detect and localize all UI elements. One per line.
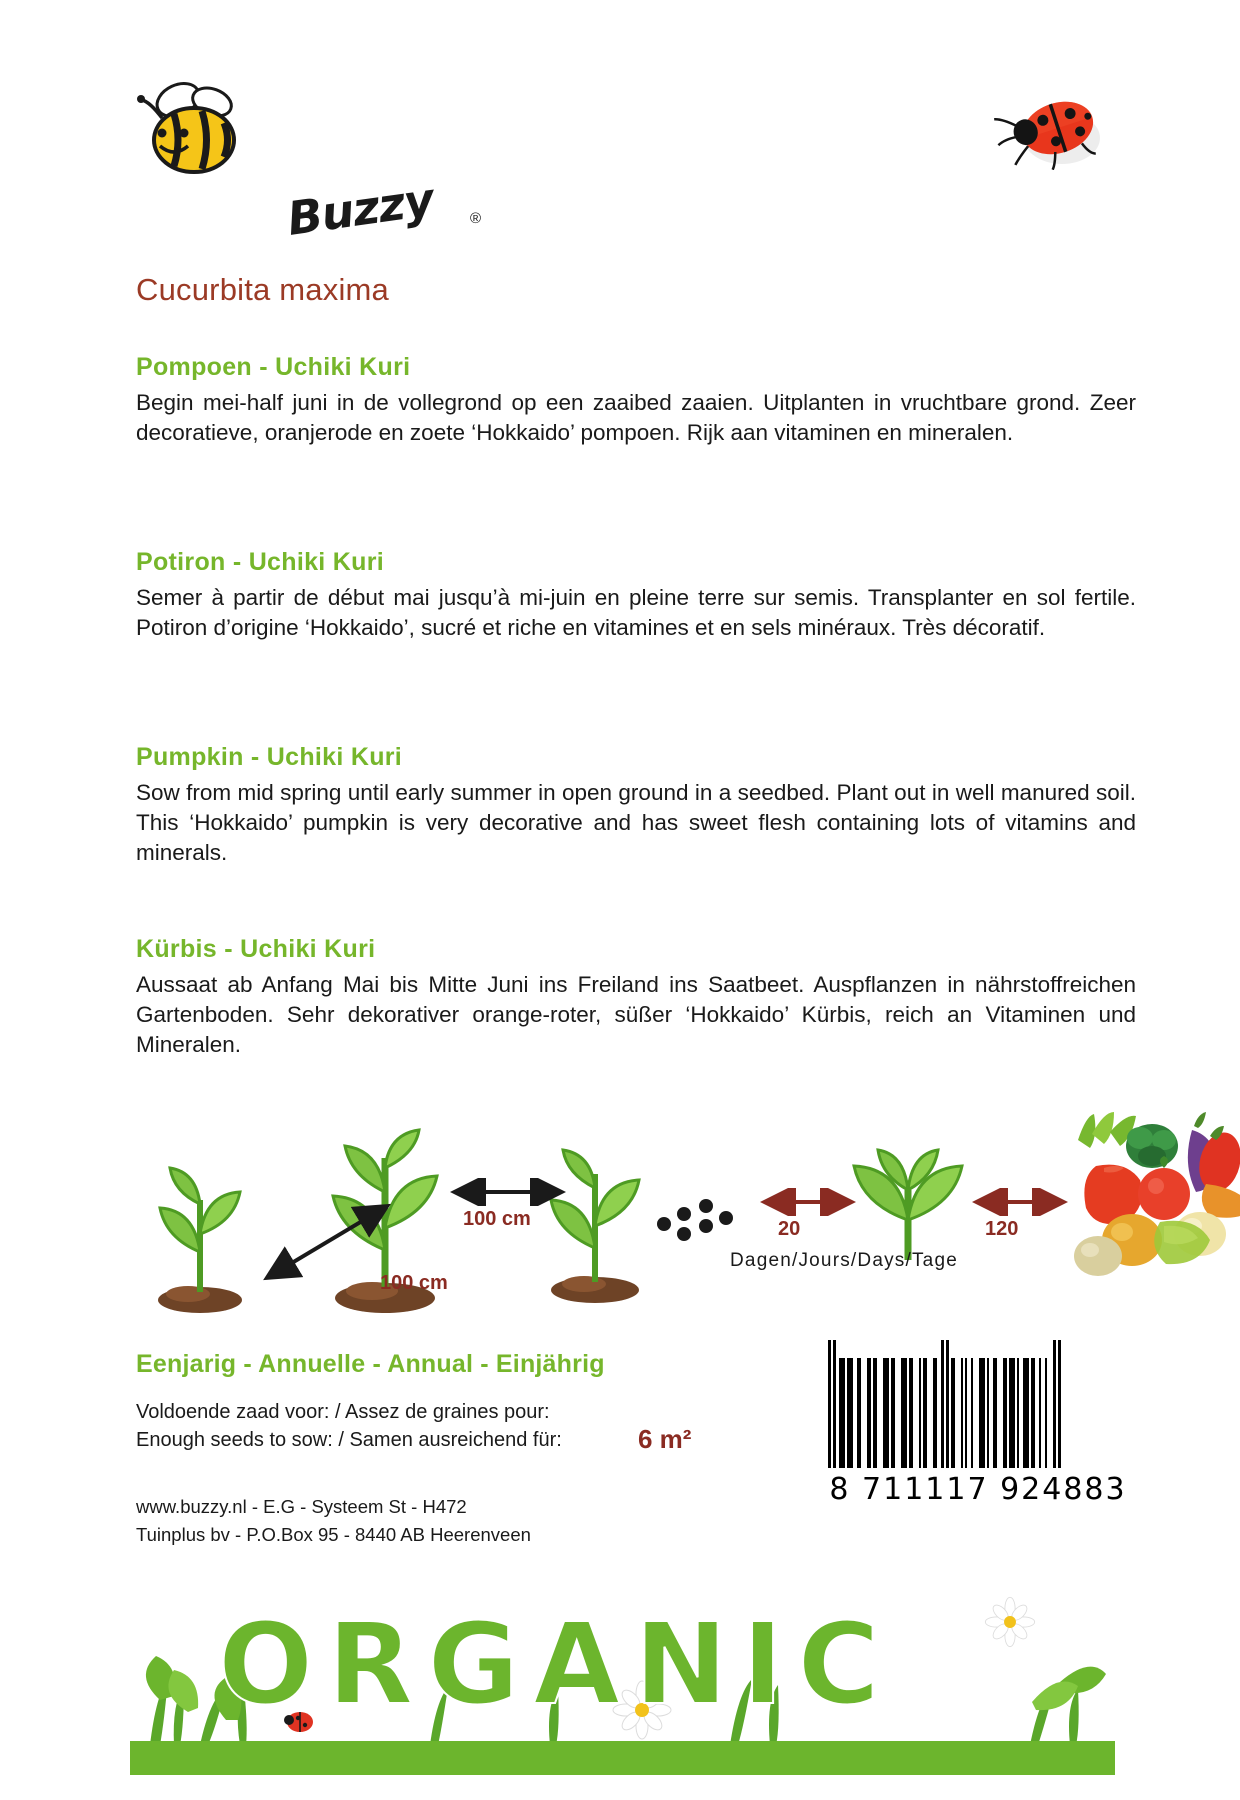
seed-quantity-info bbox=[136, 1398, 562, 1455]
plant-spacing-label: 100 cm bbox=[380, 1272, 448, 1294]
bee-icon bbox=[132, 78, 262, 188]
description-block-fr bbox=[136, 548, 1136, 643]
description-block-en bbox=[136, 743, 1136, 868]
vegetables-icon bbox=[1060, 1110, 1240, 1300]
description-title-en: Pumpkin - Uchiki Kuri bbox=[136, 743, 403, 771]
days-caption: Dagen/Jours/Days/Tage bbox=[730, 1250, 958, 1271]
description-title-nl: Pompoen - Uchiki Kuri bbox=[136, 353, 411, 381]
description-body-fr: Semer à partir de début mai jusqu’à mi-juin en pleine terre sur semis. Transplanter en sol fertile. Potiron d’origine ‘Hokkaido’, sucré et riche en vitamines et en sels minéraux. Très décoratif. bbox=[136, 585, 1136, 640]
barcode-number: 8 711117 924883 bbox=[829, 1472, 1127, 1507]
germination-days-label: 20 bbox=[778, 1218, 801, 1240]
ladybug-icon bbox=[990, 80, 1120, 170]
description-body-nl: Begin mei-half juni in de vollegrond op een zaaibed zaaien. Uitplanten in vruchtbare grond. Zeer decoratieve, oranjerode en zoete ‘Hokkaido’ pompoen. Rijk aan vitaminen en mineralen. bbox=[136, 390, 1136, 445]
seedling-icon bbox=[530, 1128, 660, 1308]
registered-mark: ® bbox=[470, 210, 482, 227]
organic-word: ORGANIC bbox=[218, 1600, 894, 1730]
pictogram-row bbox=[130, 1110, 1130, 1325]
description-title-de: Kürbis - Uchiki Kuri bbox=[136, 935, 376, 963]
latin-name: Cucurbita maxima bbox=[136, 272, 390, 307]
company-address: Tuinplus bv - P.O.Box 95 - 8440 AB Heerenveen bbox=[136, 1523, 531, 1545]
organic-footer bbox=[130, 1570, 1115, 1775]
description-block-nl bbox=[136, 353, 1136, 448]
website-line: www.buzzy.nl - E.G - Systeem St - H472 bbox=[136, 1496, 467, 1517]
seeds-icon bbox=[650, 1192, 745, 1247]
seed-info-line-1: Voldoende zaad voor: / Assez de graines pour: bbox=[136, 1401, 550, 1423]
description-block-de bbox=[136, 935, 1136, 1060]
seed-area-value: 6 m² bbox=[638, 1424, 692, 1454]
barcode-bars bbox=[828, 1340, 1128, 1468]
company-info bbox=[136, 1493, 531, 1549]
plant-spacing-arrow bbox=[258, 1198, 398, 1288]
barcode bbox=[828, 1340, 1128, 1507]
description-body-de: Aussaat ab Anfang Mai bis Mitte Juni ins Freiland ins Saatbeet. Auspflanzen in nährstoffreichen Gartenboden. Sehr dekorativer orange-roter, süßer ‘Hokkaido’ Kürbis, reich an Vitaminen und Mineralen. bbox=[136, 972, 1136, 1057]
harvest-arrow bbox=[970, 1188, 1070, 1216]
germination-arrow bbox=[758, 1188, 858, 1216]
seed-info-line-2: Enough seeds to sow: / Samen ausreichend für: bbox=[136, 1429, 562, 1452]
organic-bottom-bar bbox=[130, 1741, 1115, 1775]
annual-label: Eenjarig - Annuelle - Annual - Einjährig bbox=[136, 1350, 605, 1378]
brand-name: Buzzy bbox=[283, 172, 437, 246]
row-spacing-arrow bbox=[448, 1178, 568, 1206]
harvest-days-label: 120 bbox=[985, 1218, 1019, 1240]
sprout-icon bbox=[848, 1130, 968, 1270]
brand-logo bbox=[132, 78, 482, 246]
description-body-en: Sow from mid spring until early summer in open ground in a seedbed. Plant out in well manured soil. This ‘Hokkaido’ pumpkin is very decorative and has sweet flesh containing lots of vitamins and minerals. bbox=[136, 780, 1136, 865]
seedling-icon bbox=[140, 1142, 260, 1317]
row-spacing-label: 100 cm bbox=[463, 1208, 531, 1230]
description-title-fr: Potiron - Uchiki Kuri bbox=[136, 548, 384, 576]
